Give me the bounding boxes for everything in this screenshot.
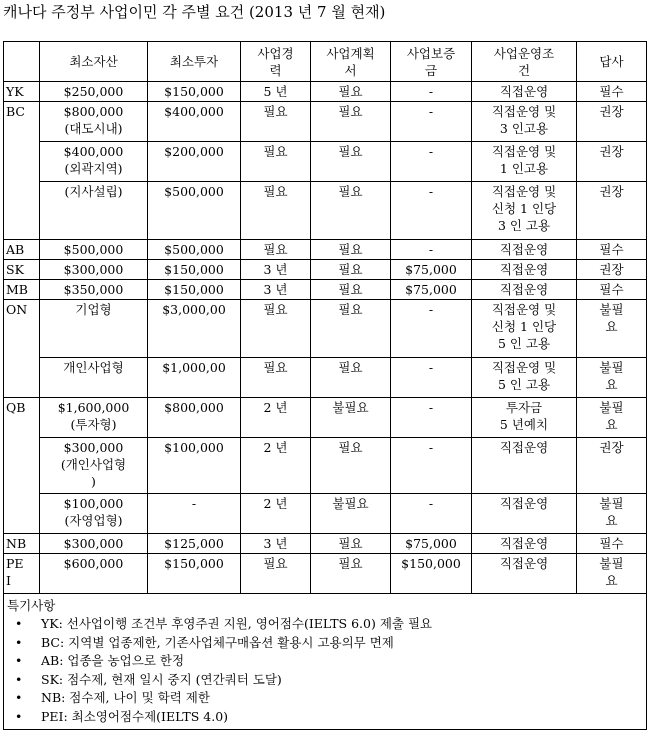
invest-cell: $500,000: [148, 182, 241, 240]
exp-cell: 2 년: [241, 438, 311, 494]
deposit-cell: $150,000: [391, 554, 472, 594]
invest-cell: $800,000: [148, 398, 241, 438]
asset-cell: $400,000 (외곽지역): [40, 142, 148, 182]
deposit-cell: -: [391, 102, 472, 142]
plan-cell: 불필요: [311, 494, 391, 534]
province-cell: SK: [4, 260, 40, 280]
exp-cell: 필요: [241, 182, 311, 240]
asset-cell: $100,000 (자영업형): [40, 494, 148, 534]
visit-cell: 필수: [577, 280, 647, 300]
header-row: [4, 42, 647, 82]
plan-cell: 필요: [311, 260, 391, 280]
deposit-cell: -: [391, 142, 472, 182]
column-header: 최소자산: [40, 42, 148, 82]
deposit-cell: $75,000: [391, 280, 472, 300]
op-cell: 직접운영: [472, 240, 577, 260]
plan-cell: 불필요: [311, 398, 391, 438]
province-cell: MB: [4, 280, 40, 300]
province-cell: PE I: [4, 554, 40, 594]
visit-cell: 권장: [577, 102, 647, 142]
asset-cell: $800,000 (대도시내): [40, 102, 148, 142]
op-cell: 직접운영: [472, 534, 577, 554]
visit-cell: 불필 요: [577, 398, 647, 438]
table-row: [4, 554, 647, 594]
exp-cell: 5 년: [241, 82, 311, 102]
plan-cell: 필요: [311, 554, 391, 594]
table-row: [4, 494, 647, 534]
table-row: [4, 438, 647, 494]
asset-cell: $600,000: [40, 554, 148, 594]
exp-cell: 필요: [241, 142, 311, 182]
document-title: 캐나다 주정부 사업이민 각 주별 요건 (2013 년 7 월 현재): [3, 3, 386, 21]
exp-cell: 3 년: [241, 534, 311, 554]
deposit-cell: -: [391, 240, 472, 260]
deposit-cell: $75,000: [391, 534, 472, 554]
plan-cell: 필요: [311, 182, 391, 240]
table-row: [4, 398, 647, 438]
asset-cell: $300,000 (개인사업형 ): [40, 438, 148, 494]
notes-list: [7, 615, 643, 726]
op-cell: 직접운영: [472, 260, 577, 280]
invest-cell: $125,000: [148, 534, 241, 554]
asset-cell: 개인사업형: [40, 358, 148, 398]
asset-cell: (지사설립): [40, 182, 148, 240]
table-row: [4, 260, 647, 280]
visit-cell: 불필 요: [577, 554, 647, 594]
column-header: 사업보증 금: [391, 42, 472, 82]
note-item: • BC: 지역별 업종제한, 기존사업체구매옵션 활용시 고용의무 면제: [7, 634, 643, 653]
column-header: 최소투자: [148, 42, 241, 82]
invest-cell: $3,000,00: [148, 300, 241, 358]
notes-row: [4, 594, 647, 730]
note-item: • NB: 점수제, 나이 및 학력 제한: [7, 689, 643, 708]
asset-cell: $350,000: [40, 280, 148, 300]
visit-cell: 필수: [577, 240, 647, 260]
visit-cell: 불필 요: [577, 494, 647, 534]
exp-cell: 3 년: [241, 260, 311, 280]
note-item: • SK: 점수제, 현재 일시 중지 (연간쿼터 도달): [7, 671, 643, 690]
op-cell: 직접운영: [472, 494, 577, 534]
table-body: [4, 82, 647, 594]
requirements-table: [3, 41, 647, 730]
op-cell: 직접운영: [472, 438, 577, 494]
plan-cell: 필요: [311, 102, 391, 142]
asset-cell: $300,000: [40, 534, 148, 554]
table-row: [4, 102, 647, 142]
op-cell: 직접운영 및 신청 1 인당 5 인 고용: [472, 300, 577, 358]
plan-cell: 필요: [311, 534, 391, 554]
invest-cell: $500,000: [148, 240, 241, 260]
invest-cell: $150,000: [148, 280, 241, 300]
table-row: [4, 300, 647, 358]
invest-cell: $200,000: [148, 142, 241, 182]
visit-cell: 불필 요: [577, 300, 647, 358]
deposit-cell: -: [391, 300, 472, 358]
plan-cell: 필요: [311, 240, 391, 260]
exp-cell: 필요: [241, 102, 311, 142]
note-item: • PEI: 최소영어점수제(IELTS 4.0): [7, 708, 643, 727]
plan-cell: 필요: [311, 300, 391, 358]
asset-cell: $500,000: [40, 240, 148, 260]
table-row: [4, 358, 647, 398]
deposit-cell: -: [391, 358, 472, 398]
deposit-cell: -: [391, 82, 472, 102]
plan-cell: 필요: [311, 142, 391, 182]
exp-cell: 2 년: [241, 398, 311, 438]
visit-cell: 권장: [577, 182, 647, 240]
op-cell: 직접운영 및 신청 1 인당 3 인 고용: [472, 182, 577, 240]
column-header: 사업계획 서: [311, 42, 391, 82]
column-header: 사업운영조 건: [472, 42, 577, 82]
column-header: 답사: [577, 42, 647, 82]
province-cell: ON: [4, 300, 40, 398]
invest-cell: $150,000: [148, 260, 241, 280]
plan-cell: 필요: [311, 280, 391, 300]
op-cell: 직접운영: [472, 554, 577, 594]
province-cell: QB: [4, 398, 40, 534]
table-row: [4, 82, 647, 102]
table-row: [4, 182, 647, 240]
op-cell: 투자금 5 년예치: [472, 398, 577, 438]
plan-cell: 필요: [311, 358, 391, 398]
plan-cell: 필요: [311, 82, 391, 102]
exp-cell: 필요: [241, 300, 311, 358]
op-cell: 직접운영: [472, 82, 577, 102]
province-cell: NB: [4, 534, 40, 554]
invest-cell: $1,000,00: [148, 358, 241, 398]
exp-cell: 2 년: [241, 494, 311, 534]
invest-cell: $400,000: [148, 102, 241, 142]
asset-cell: 기업형: [40, 300, 148, 358]
exp-cell: 3 년: [241, 280, 311, 300]
invest-cell: $100,000: [148, 438, 241, 494]
deposit-cell: -: [391, 438, 472, 494]
note-item: • YK: 선사업이행 조건부 후영주권 지원, 영어점수(IELTS 6.0) 제출 필요: [7, 615, 643, 634]
exp-cell: 필요: [241, 554, 311, 594]
deposit-cell: -: [391, 182, 472, 240]
visit-cell: 필수: [577, 534, 647, 554]
visit-cell: 필수: [577, 82, 647, 102]
op-cell: 직접운영: [472, 280, 577, 300]
op-cell: 직접운영 및 5 인 고용: [472, 358, 577, 398]
province-cell: BC: [4, 102, 40, 240]
table-row: [4, 240, 647, 260]
invest-cell: $150,000: [148, 554, 241, 594]
invest-cell: $150,000: [148, 82, 241, 102]
visit-cell: 불필 요: [577, 358, 647, 398]
province-cell: AB: [4, 240, 40, 260]
exp-cell: 필요: [241, 240, 311, 260]
visit-cell: 권장: [577, 438, 647, 494]
asset-cell: $300,000: [40, 260, 148, 280]
table-row: [4, 534, 647, 554]
column-header: 사업경 력: [241, 42, 311, 82]
table-row: [4, 142, 647, 182]
asset-cell: $1,600,000 (투자형): [40, 398, 148, 438]
notes-cell: [4, 594, 647, 730]
deposit-cell: -: [391, 494, 472, 534]
op-cell: 직접운영 및 3 인고용: [472, 102, 577, 142]
deposit-cell: $75,000: [391, 260, 472, 280]
province-cell: YK: [4, 82, 40, 102]
invest-cell: -: [148, 494, 241, 534]
deposit-cell: -: [391, 398, 472, 438]
asset-cell: $250,000: [40, 82, 148, 102]
plan-cell: 필요: [311, 438, 391, 494]
visit-cell: 권장: [577, 260, 647, 280]
note-item: • AB: 업종을 농업으로 한정: [7, 652, 643, 671]
notes-title: 특기사항: [7, 598, 56, 613]
table-row: [4, 280, 647, 300]
column-header: [4, 42, 40, 82]
op-cell: 직접운영 및 1 인고용: [472, 142, 577, 182]
visit-cell: 권장: [577, 142, 647, 182]
exp-cell: 필요: [241, 358, 311, 398]
